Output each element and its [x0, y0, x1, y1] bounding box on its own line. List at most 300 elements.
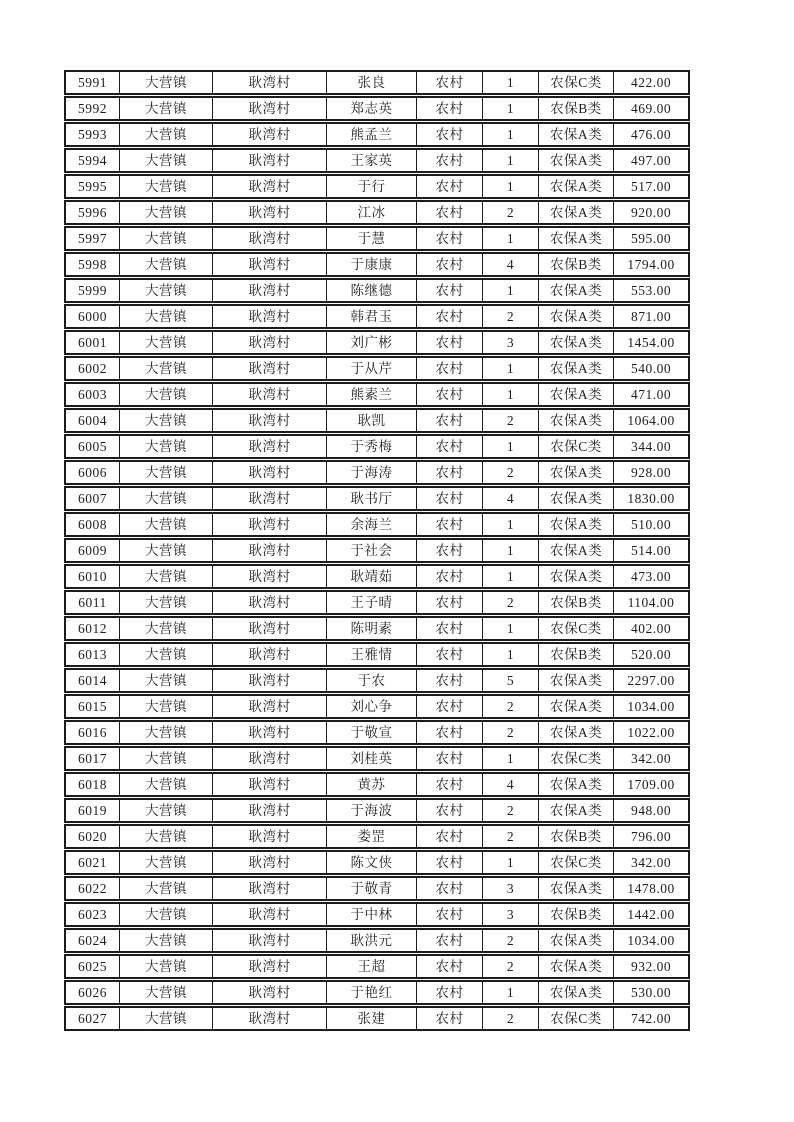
cell-residence_type: 农村	[417, 202, 483, 223]
table-row	[64, 70, 690, 95]
cell-name: 于敬宣	[327, 722, 417, 743]
cell-amount: 928.00	[630, 464, 672, 480]
cell-town: 大营镇	[120, 514, 213, 535]
cell-person_count: 1	[483, 98, 539, 119]
cell-residence_type: 农村	[417, 150, 483, 171]
cell-serial_no: 6007	[66, 488, 120, 509]
cell-residence_type: 农村	[417, 748, 483, 769]
cell-town: 大营镇	[120, 462, 213, 483]
cell-serial_no: 6023	[66, 904, 120, 925]
table-row	[64, 876, 690, 901]
cell-village: 耿湾村	[213, 332, 327, 353]
cell-person_count: 1	[483, 982, 539, 1003]
cell-insurance_category: 农保A类	[539, 540, 614, 561]
cell-person_count: 2	[483, 930, 539, 951]
cell-serial_no: 6010	[66, 566, 120, 587]
cell-village: 耿湾村	[213, 904, 327, 925]
cell-village: 耿湾村	[213, 202, 327, 223]
cell-person_count: 1	[483, 124, 539, 145]
cell-insurance_category: 农保A类	[539, 982, 614, 1003]
cell-village: 耿湾村	[213, 852, 327, 873]
cell-name: 于农	[327, 670, 417, 691]
cell-town: 大营镇	[120, 748, 213, 769]
cell-village: 耿湾村	[213, 826, 327, 847]
cell-village: 耿湾村	[213, 228, 327, 249]
cell-person_count: 4	[483, 774, 539, 795]
cell-town: 大营镇	[120, 124, 213, 145]
cell-insurance_category: 农保A类	[539, 384, 614, 405]
cell-village: 耿湾村	[213, 956, 327, 977]
cell-village: 耿湾村	[213, 800, 327, 821]
cell-person_count: 2	[483, 1008, 539, 1029]
cell-serial_no: 6012	[66, 618, 120, 639]
cell-amount: 2297.00	[627, 672, 675, 688]
cell-amount: 1442.00	[627, 906, 675, 922]
cell-serial_no: 6001	[66, 332, 120, 353]
cell-amount: 932.00	[630, 958, 672, 974]
cell-serial_no: 5997	[66, 228, 120, 249]
cell-town: 大营镇	[120, 982, 213, 1003]
cell-person_count: 1	[483, 280, 539, 301]
cell-person_count: 1	[483, 644, 539, 665]
cell-amount: 422.00	[630, 74, 672, 90]
cell-person_count: 4	[483, 254, 539, 275]
cell-insurance_category: 农保B类	[539, 904, 614, 925]
cell-name: 于艳红	[327, 982, 417, 1003]
cell-amount: 1034.00	[627, 698, 675, 714]
cell-person_count: 2	[483, 800, 539, 821]
cell-residence_type: 农村	[417, 1008, 483, 1029]
table-row	[64, 798, 690, 823]
table-row	[64, 174, 690, 199]
cell-town: 大营镇	[120, 826, 213, 847]
cell-name: 于从芹	[327, 358, 417, 379]
cell-village: 耿湾村	[213, 540, 327, 561]
cell-name: 于康康	[327, 254, 417, 275]
cell-town: 大营镇	[120, 254, 213, 275]
cell-name: 娄罡	[327, 826, 417, 847]
cell-person_count: 1	[483, 228, 539, 249]
cell-serial_no: 6021	[66, 852, 120, 873]
cell-insurance_category: 农保C类	[539, 436, 614, 457]
cell-residence_type: 农村	[417, 540, 483, 561]
cell-town: 大营镇	[120, 540, 213, 561]
cell-person_count: 1	[483, 358, 539, 379]
cell-person_count: 4	[483, 488, 539, 509]
cell-serial_no: 5995	[66, 176, 120, 197]
cell-insurance_category: 农保A类	[539, 150, 614, 171]
cell-village: 耿湾村	[213, 722, 327, 743]
cell-town: 大营镇	[120, 644, 213, 665]
cell-name: 于社会	[327, 540, 417, 561]
cell-amount: 1709.00	[627, 776, 675, 792]
cell-town: 大营镇	[120, 228, 213, 249]
cell-insurance_category: 农保A类	[539, 462, 614, 483]
cell-village: 耿湾村	[213, 774, 327, 795]
cell-residence_type: 农村	[417, 774, 483, 795]
cell-serial_no: 6014	[66, 670, 120, 691]
cell-person_count: 1	[483, 852, 539, 873]
cell-amount: 514.00	[630, 542, 672, 558]
table-row	[64, 668, 690, 693]
cell-town: 大营镇	[120, 306, 213, 327]
cell-residence_type: 农村	[417, 618, 483, 639]
cell-serial_no: 6000	[66, 306, 120, 327]
table-row	[64, 616, 690, 641]
cell-name: 熊素兰	[327, 384, 417, 405]
table-row	[64, 356, 690, 381]
cell-insurance_category: 农保A类	[539, 514, 614, 535]
table-row	[64, 772, 690, 797]
insurance-roster-table	[64, 70, 690, 1032]
table-row	[64, 434, 690, 459]
cell-serial_no: 6005	[66, 436, 120, 457]
cell-amount: 342.00	[630, 750, 672, 766]
table-row	[64, 252, 690, 277]
cell-person_count: 2	[483, 592, 539, 613]
cell-person_count: 2	[483, 410, 539, 431]
cell-residence_type: 农村	[417, 306, 483, 327]
cell-serial_no: 6009	[66, 540, 120, 561]
cell-person_count: 1	[483, 176, 539, 197]
cell-residence_type: 农村	[417, 644, 483, 665]
cell-residence_type: 农村	[417, 956, 483, 977]
table-row	[64, 96, 690, 121]
cell-village: 耿湾村	[213, 748, 327, 769]
cell-residence_type: 农村	[417, 176, 483, 197]
cell-town: 大营镇	[120, 930, 213, 951]
cell-town: 大营镇	[120, 332, 213, 353]
cell-amount: 520.00	[630, 646, 672, 662]
table-row	[64, 824, 690, 849]
cell-town: 大营镇	[120, 800, 213, 821]
cell-insurance_category: 农保C类	[539, 618, 614, 639]
cell-person_count: 2	[483, 696, 539, 717]
cell-insurance_category: 农保A类	[539, 696, 614, 717]
cell-insurance_category: 农保A类	[539, 878, 614, 899]
cell-serial_no: 5991	[66, 72, 120, 93]
cell-name: 王雅情	[327, 644, 417, 665]
cell-amount: 1830.00	[627, 490, 675, 506]
cell-serial_no: 6018	[66, 774, 120, 795]
cell-residence_type: 农村	[417, 722, 483, 743]
cell-residence_type: 农村	[417, 254, 483, 275]
cell-village: 耿湾村	[213, 124, 327, 145]
table-row	[64, 512, 690, 537]
cell-insurance_category: 农保A类	[539, 488, 614, 509]
cell-amount: 948.00	[630, 802, 672, 818]
cell-town: 大营镇	[120, 384, 213, 405]
cell-person_count: 3	[483, 878, 539, 899]
cell-insurance_category: 农保B类	[539, 592, 614, 613]
cell-insurance_category: 农保C类	[539, 1008, 614, 1029]
cell-name: 王超	[327, 956, 417, 977]
cell-person_count: 2	[483, 956, 539, 977]
cell-insurance_category: 农保A类	[539, 774, 614, 795]
cell-amount: 469.00	[630, 100, 672, 116]
cell-town: 大营镇	[120, 202, 213, 223]
cell-name: 陈明素	[327, 618, 417, 639]
cell-serial_no: 6011	[66, 592, 120, 613]
cell-residence_type: 农村	[417, 878, 483, 899]
cell-residence_type: 农村	[417, 904, 483, 925]
table-row	[64, 226, 690, 251]
cell-residence_type: 农村	[417, 462, 483, 483]
cell-amount: 517.00	[630, 178, 672, 194]
table-row	[64, 850, 690, 875]
cell-insurance_category: 农保A类	[539, 228, 614, 249]
cell-village: 耿湾村	[213, 280, 327, 301]
table-row	[64, 200, 690, 225]
cell-amount: 1478.00	[627, 880, 675, 896]
cell-residence_type: 农村	[417, 436, 483, 457]
cell-residence_type: 农村	[417, 358, 483, 379]
cell-name: 江冰	[327, 202, 417, 223]
cell-name: 王子晴	[327, 592, 417, 613]
table-row	[64, 564, 690, 589]
cell-town: 大营镇	[120, 852, 213, 873]
cell-insurance_category: 农保B类	[539, 98, 614, 119]
table-row	[64, 928, 690, 953]
table-row	[64, 382, 690, 407]
cell-town: 大营镇	[120, 176, 213, 197]
cell-insurance_category: 农保A类	[539, 202, 614, 223]
cell-insurance_category: 农保C类	[539, 748, 614, 769]
cell-residence_type: 农村	[417, 514, 483, 535]
cell-town: 大营镇	[120, 566, 213, 587]
cell-insurance_category: 农保A类	[539, 358, 614, 379]
cell-residence_type: 农村	[417, 384, 483, 405]
cell-serial_no: 6017	[66, 748, 120, 769]
cell-town: 大营镇	[120, 98, 213, 119]
cell-amount: 796.00	[630, 828, 672, 844]
cell-residence_type: 农村	[417, 410, 483, 431]
cell-town: 大营镇	[120, 488, 213, 509]
cell-name: 于海波	[327, 800, 417, 821]
table-row	[64, 304, 690, 329]
cell-person_count: 3	[483, 904, 539, 925]
cell-serial_no: 6019	[66, 800, 120, 821]
cell-residence_type: 农村	[417, 930, 483, 951]
cell-serial_no: 6006	[66, 462, 120, 483]
cell-insurance_category: 农保B类	[539, 826, 614, 847]
cell-name: 耿凯	[327, 410, 417, 431]
table-row	[64, 148, 690, 173]
table-row	[64, 1006, 690, 1031]
cell-town: 大营镇	[120, 1008, 213, 1029]
cell-residence_type: 农村	[417, 332, 483, 353]
cell-amount: 342.00	[630, 854, 672, 870]
cell-insurance_category: 农保A类	[539, 800, 614, 821]
cell-residence_type: 农村	[417, 72, 483, 93]
cell-name: 于敬青	[327, 878, 417, 899]
cell-village: 耿湾村	[213, 306, 327, 327]
cell-amount: 553.00	[630, 282, 672, 298]
table-row	[64, 642, 690, 667]
cell-serial_no: 6004	[66, 410, 120, 431]
cell-town: 大营镇	[120, 956, 213, 977]
cell-person_count: 1	[483, 540, 539, 561]
cell-residence_type: 农村	[417, 800, 483, 821]
cell-name: 于海涛	[327, 462, 417, 483]
cell-town: 大营镇	[120, 774, 213, 795]
cell-town: 大营镇	[120, 358, 213, 379]
cell-insurance_category: 农保A类	[539, 306, 614, 327]
cell-serial_no: 5998	[66, 254, 120, 275]
cell-amount: 402.00	[630, 620, 672, 636]
cell-amount: 473.00	[630, 568, 672, 584]
cell-insurance_category: 农保A类	[539, 176, 614, 197]
cell-person_count: 5	[483, 670, 539, 691]
table-row	[64, 980, 690, 1005]
cell-village: 耿湾村	[213, 176, 327, 197]
cell-amount: 1794.00	[627, 256, 675, 272]
cell-village: 耿湾村	[213, 1008, 327, 1029]
cell-town: 大营镇	[120, 722, 213, 743]
cell-village: 耿湾村	[213, 670, 327, 691]
cell-residence_type: 农村	[417, 592, 483, 613]
table-row	[64, 902, 690, 927]
cell-name: 韩君玉	[327, 306, 417, 327]
cell-residence_type: 农村	[417, 852, 483, 873]
table-row	[64, 954, 690, 979]
cell-insurance_category: 农保A类	[539, 566, 614, 587]
cell-serial_no: 6015	[66, 696, 120, 717]
cell-serial_no: 6022	[66, 878, 120, 899]
cell-name: 耿书厅	[327, 488, 417, 509]
cell-residence_type: 农村	[417, 982, 483, 1003]
cell-residence_type: 农村	[417, 98, 483, 119]
cell-name: 熊孟兰	[327, 124, 417, 145]
cell-village: 耿湾村	[213, 384, 327, 405]
cell-residence_type: 农村	[417, 488, 483, 509]
cell-name: 刘桂英	[327, 748, 417, 769]
cell-name: 余海兰	[327, 514, 417, 535]
cell-residence_type: 农村	[417, 696, 483, 717]
cell-serial_no: 6026	[66, 982, 120, 1003]
table-row	[64, 486, 690, 511]
cell-name: 陈继德	[327, 280, 417, 301]
cell-town: 大营镇	[120, 410, 213, 431]
cell-person_count: 1	[483, 618, 539, 639]
cell-serial_no: 6013	[66, 644, 120, 665]
cell-amount: 1104.00	[627, 594, 675, 610]
cell-person_count: 2	[483, 306, 539, 327]
cell-serial_no: 6002	[66, 358, 120, 379]
table-row	[64, 330, 690, 355]
cell-village: 耿湾村	[213, 644, 327, 665]
cell-town: 大营镇	[120, 878, 213, 899]
cell-village: 耿湾村	[213, 150, 327, 171]
cell-name: 陈文侠	[327, 852, 417, 873]
cell-amount: 920.00	[630, 204, 672, 220]
cell-residence_type: 农村	[417, 280, 483, 301]
cell-person_count: 2	[483, 826, 539, 847]
cell-insurance_category: 农保B类	[539, 254, 614, 275]
cell-name: 刘广彬	[327, 332, 417, 353]
table-row	[64, 408, 690, 433]
cell-insurance_category: 农保A类	[539, 280, 614, 301]
cell-insurance_category: 农保A类	[539, 722, 614, 743]
cell-amount: 1034.00	[627, 932, 675, 948]
table-row	[64, 122, 690, 147]
cell-serial_no: 6020	[66, 826, 120, 847]
cell-town: 大营镇	[120, 592, 213, 613]
cell-village: 耿湾村	[213, 488, 327, 509]
cell-name: 耿靖茹	[327, 566, 417, 587]
cell-amount: 871.00	[630, 308, 672, 324]
cell-village: 耿湾村	[213, 696, 327, 717]
cell-insurance_category: 农保A类	[539, 410, 614, 431]
cell-insurance_category: 农保B类	[539, 644, 614, 665]
table-row	[64, 538, 690, 563]
cell-person_count: 1	[483, 566, 539, 587]
cell-amount: 1022.00	[627, 724, 675, 740]
cell-amount: 476.00	[630, 126, 672, 142]
cell-person_count: 2	[483, 462, 539, 483]
cell-amount: 1064.00	[627, 412, 675, 428]
cell-person_count: 3	[483, 332, 539, 353]
cell-village: 耿湾村	[213, 566, 327, 587]
cell-amount: 530.00	[630, 984, 672, 1000]
cell-town: 大营镇	[120, 670, 213, 691]
cell-amount: 742.00	[630, 1010, 672, 1026]
cell-residence_type: 农村	[417, 566, 483, 587]
cell-insurance_category: 农保C类	[539, 852, 614, 873]
cell-insurance_category: 农保C类	[539, 72, 614, 93]
cell-person_count: 1	[483, 384, 539, 405]
cell-insurance_category: 农保A类	[539, 670, 614, 691]
cell-person_count: 1	[483, 150, 539, 171]
cell-village: 耿湾村	[213, 358, 327, 379]
cell-person_count: 1	[483, 72, 539, 93]
cell-name: 耿洪元	[327, 930, 417, 951]
cell-serial_no: 6008	[66, 514, 120, 535]
cell-town: 大营镇	[120, 618, 213, 639]
cell-serial_no: 5994	[66, 150, 120, 171]
cell-serial_no: 5999	[66, 280, 120, 301]
cell-serial_no: 6027	[66, 1008, 120, 1029]
table-row	[64, 460, 690, 485]
table-row	[64, 694, 690, 719]
table-row	[64, 720, 690, 745]
cell-village: 耿湾村	[213, 514, 327, 535]
cell-village: 耿湾村	[213, 930, 327, 951]
cell-village: 耿湾村	[213, 436, 327, 457]
cell-serial_no: 6024	[66, 930, 120, 951]
cell-name: 于中林	[327, 904, 417, 925]
cell-name: 张建	[327, 1008, 417, 1029]
cell-amount: 595.00	[630, 230, 672, 246]
cell-residence_type: 农村	[417, 826, 483, 847]
cell-serial_no: 5993	[66, 124, 120, 145]
cell-village: 耿湾村	[213, 592, 327, 613]
cell-amount: 510.00	[630, 516, 672, 532]
cell-amount: 1454.00	[627, 334, 675, 350]
cell-name: 王家英	[327, 150, 417, 171]
cell-amount: 344.00	[630, 438, 672, 454]
table-row	[64, 746, 690, 771]
cell-name: 于秀梅	[327, 436, 417, 457]
cell-residence_type: 农村	[417, 670, 483, 691]
table-row	[64, 278, 690, 303]
cell-name: 于行	[327, 176, 417, 197]
cell-name: 郑志英	[327, 98, 417, 119]
cell-name: 于慧	[327, 228, 417, 249]
cell-person_count: 1	[483, 436, 539, 457]
cell-village: 耿湾村	[213, 410, 327, 431]
cell-residence_type: 农村	[417, 124, 483, 145]
